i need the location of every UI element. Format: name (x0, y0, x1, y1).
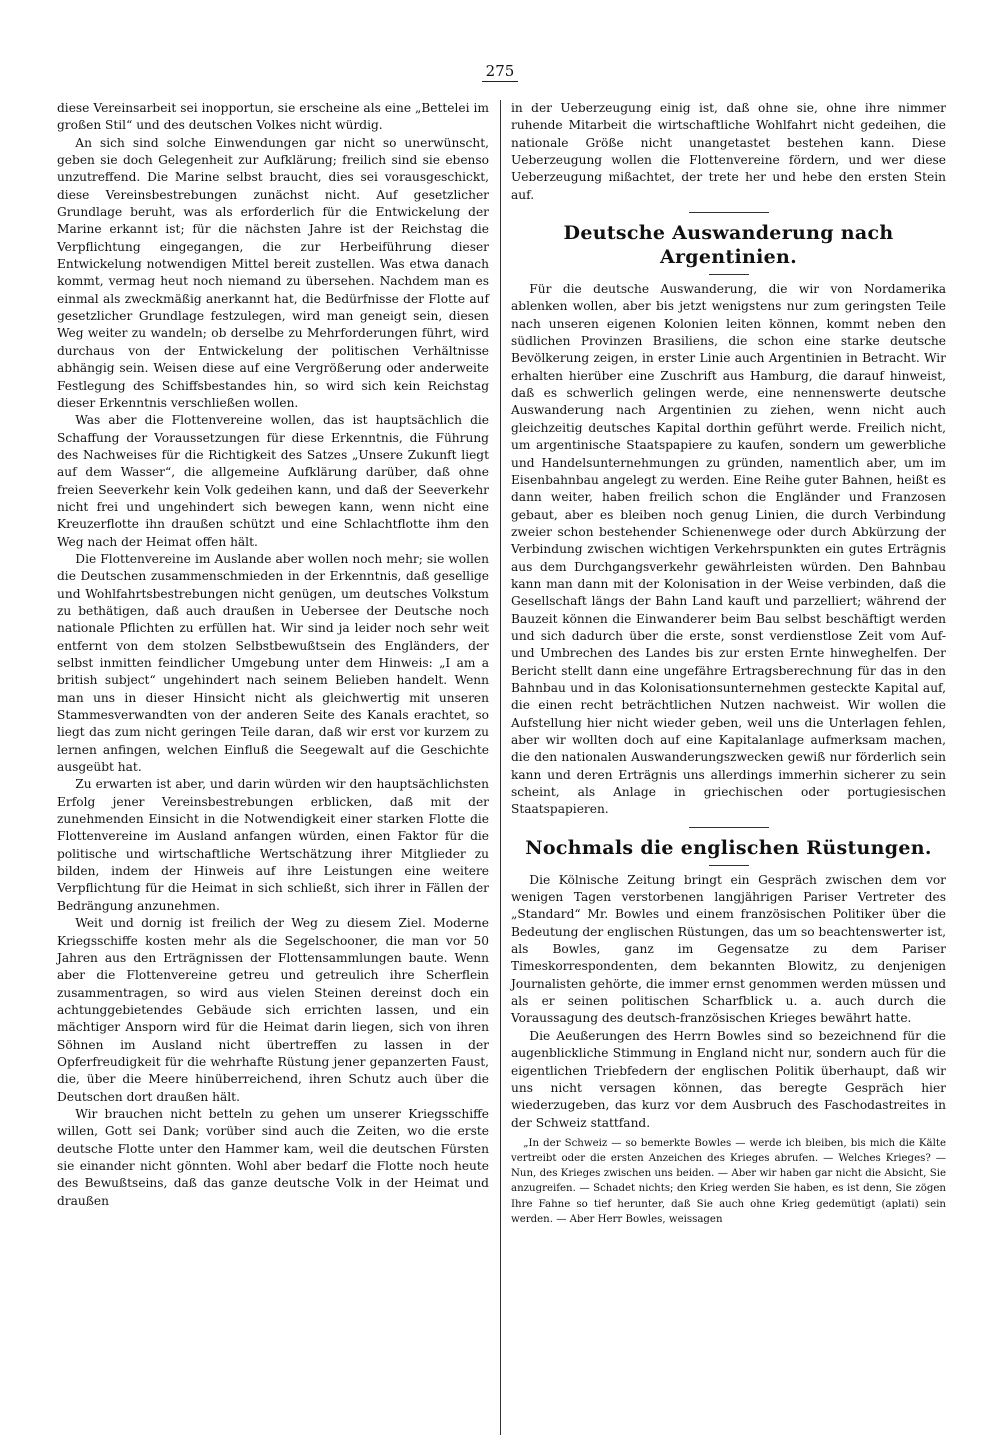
article-title-ruestungen: Nochmals die englischen Rüstungen. (525, 836, 932, 859)
left-column (57, 100, 489, 1210)
right-intro-paragraph: in der Ueberzeugung einig ist, daß ohne sie, ohne ihre nimmer ruhende Mitarbeit die wirtschaftliche Wohlfahrt nicht gedeihen, die nationale Größe nicht unangetastet bestehen kann. Diese Ueberzeugung wollen die Flottenvereine fördern, und wer diese Ueberzeugung mißachtet, der trete her und hebe den ersten Stein auf. (511, 101, 946, 202)
left-paragraph-4: Die Flottenvereine im Auslande aber wollen noch mehr; sie wollen die Deutschen zusammenschmieden in der Erkenntnis, daß gesellige und Wohlfahrtsbestrebungen nicht genügen, um deutsches Volkstum zu bethätigen, daß auch draußen in Uebersee der Deutsche noch nationale Pflichten zu erfüllen hat. Wir sind ja leider noch sehr weit entfernt von dem stolzen Selbstbewußtsein des Engländers, der selbst inmitten feindlicher Umgebung unter dem Hinweis: „I am a british subject“ ungehindert nach seinem Belieben handelt. Wenn man uns in dieser Hinsicht nicht als gleichwertig mit unseren Stammesverwandten von der anderen Seite des Kanals erachtet, so liegt das zum nicht geringen Teile daran, daß wir erst vor kurzem zu lernen anfingen, welchen Einfluß die Seegewalt auf die Geschichte ausgeübt hat. (57, 551, 489, 775)
right-column (511, 100, 946, 1227)
left-paragraph-1: diese Vereinsarbeit sei inopportun, sie erscheine als eine „Bettelei im großen Stil“ und des deutschen Volkes nicht würdig. (57, 101, 489, 133)
page-number (0, 62, 1000, 80)
left-paragraph-5: Zu erwarten ist aber, und darin würden wir den hauptsächlichsten Erfolg jener Vereinsbestrebungen erblicken, daß mit der zunehmenden Einsicht in die Notwendigkeit einer starken Flotte die Flottenvereine im Ausland anfangen würden, einen Faktor für die politische und wirtschaftliche Wertschätzung ihrer Mitglieder zu bilden, indem der Hinweis auf ihre Leistungen eine weitere Verpflichtung für die Heimat in sich schließt, sich ihrer in Fällen der Bedrängung anzunehmen. (57, 777, 489, 913)
ruestungen-paragraph-1: Die Kölnische Zeitung bringt ein Gespräch zwischen dem vor wenigen Tagen verstorbenen langjährigen Pariser Vertreter des „Standard“ Mr. Bowles und einem französischen Politiker über die Bedeutung der englischen Rüstungen, das um so beachtenswerter ist, als Bowles, ganz im Gegensatze zu dem Pariser Timeskorrespondenten, dem bekannten Blowitz, zu denjenigen Journalisten gehörte, die immer ernst genommen werden müssen und als er seinen politischen Scharfblick u. a. auch durch die Voraussagung des deutsch-französischen Krieges bewährt hatte. (511, 872, 946, 1026)
argentinien-paragraph-1: Für die deutsche Auswanderung, die wir von Nordamerika ablenken wollen, aber bis jetzt wenigstens nur zum geringsten Teile nach unseren eigenen Kolonien leiten können, kommt neben den südlichen Provinzen Brasiliens, die schon eine starke deutsche Bevölkerung zeigen, in erster Linie auch Argentinien in Betracht. Wir erhalten hierüber eine Zuschrift aus Hamburg, die darauf hinweist, daß es schwerlich gelingen werde, eine nennenswerte deutsche Auswanderung nach Argentinien zu ziehen, wenn nicht auch gleichzeitig deutsches Kapital dorthin geführt werde. Freilich nicht, um argentinische Staatspapiere zu kaufen, sondern um gewerbliche und Handelsunternehmungen zu gründen, namentlich aber, um im Eisenbahnbau angelegt zu werden. Eine Reihe guter Bahnen, heißt es dann weiter, haben freilich schon die Engländer und Franzosen gebaut, aber es bleiben noch genug Linien, die durch Verbindung zweier schon bestehender Schienenwege oder durch Abkürzung der Verbindung zwischen wichtigen Verkehrspunkten ein gutes Erträgnis aus dem Durchgangsverkehr gewährleisten würden. Den Bahnbau kann man dann mit der Kolonisation in der Weise verbinden, daß die Gesellschaft längs der Bahn Land kauft und parzelliert; während der Bauzeit können die Einwanderer beim Bau selbst beschäftigt werden und sich dadurch über die erste, sonst verdienstlose Zeit vom Auf- und Umbrechen des Landes bis zur ersten Ernte hinweghelfen. Der Bericht stellt dann eine ungefähre Ertragsberechnung für das in den Bahnbau und in das Kolonisationsunternehmen gesteckte Kapital auf, die einen recht beträchtlichen Nutzen nachweist. Wir wollen die Aufstellung hier nicht wieder geben, weil uns die Unterlagen fehlen, aber wir wollten doch auf eine Kapitalanlage aufmerksam machen, die den nationalen Auswanderungszwecken gewiß nur förderlich sein kann und deren Erträgnis uns allerdings immerhin sicherer zu sein scheint, als Anlage in griechischen oder portugiesischen Staatspapieren. (511, 282, 946, 817)
left-paragraph-7: Wir brauchen nicht betteln zu gehen um unserer Kriegsschiffe willen, Gott sei Dank; vorüber sind auch die Zeiten, wo die erste deutsche Flotte unter den Hammer kam, weil die deutschen Fürsten sie einander nicht gönnten. Wohl aber bedarf die Flotte noch heute des Bewußtseins, daß das ganze deutsche Volk in der Heimat und draußen (57, 1106, 489, 1208)
bowles-quote (511, 1136, 946, 1227)
section-divider (689, 212, 769, 213)
section-divider (689, 827, 769, 828)
title-underline (709, 865, 749, 866)
ruestungen-paragraph-2: Die Aeußerungen des Herrn Bowles sind so bezeichnend für die augenblickliche Stimmung in England nicht nur, sondern auch für die eigentlichen Triebfedern der englischen Politik überhaupt, daß wir uns nicht versagen können, das beregte Gespräch hier wiederzugeben, das kurz vor dem Ausbruch des Faschodastreites in der Schweiz stattfand. (511, 1028, 946, 1130)
quote-text: „In der Schweiz — so bemerkte Bowles — werde ich bleiben, bis mich die Kälte vertreibt oder die ersten Anzeichen des Krieges abrufen. — Welches Krieges? — Nun, des Krieges zwischen uns beiden. — Aber wir haben gar nicht die Absicht, Sie anzugreifen. — Schadet nichts; den Krieg werden Sie haben, es ist denn, Sie zögen Ihre Fahne so tief herunter, daß Sie auch ohne Krieg gedemütigt (aplati) sein werden. — Aber Herr Bowles, weissagen (511, 1137, 946, 1225)
article-title-argentinien: Deutsche Auswanderung nach Argentinien. (563, 222, 894, 269)
left-paragraph-2: An sich sind solche Einwendungen gar nicht so unerwünscht, geben sie doch Gelegenheit zur Aufklärung; freilich sind sie ebenso unzutreffend. Die Marine selbst braucht, dies sei vorausgeschickt, diese Vereinsbestrebungen zunächst nicht. Auf gesetzlicher Grundlage beruht, was als erforderlich für die Entwickelung der Marine erkannt ist; für die nächsten Jahre ist der Reichstag die Verpflichtung eingegangen, die zur Herbeiführung dieser Entwickelung notwendigen Mittel bereit zustellen. Was etwa danach kommt, vermag heut noch niemand zu übersehen. Nachdem man es einmal als zweckmäßig anerkannt hat, die Bedürfnisse der Flotte auf gesetzlicher Grundlage festzulegen, wird man geneigt sein, diesen Weg weiter zu wandeln; ob derselbe zu Mehrforderungen führt, wird durchaus von der Entwickelung der politischen Verhältnisse abhängig sein. Weisen diese auf eine Vergrößerung oder anderweite Festlegung des Schiffsbestandes hin, so wird sich kein Reichstag dieser Erkenntnis verschließen wollen. (57, 135, 489, 410)
left-paragraph-3: Was aber die Flottenvereine wollen, das ist hauptsächlich die Schaffung der Voraussetzungen für diese Erkenntnis, die Führung des Nachweises für die Richtigkeit des Satzes „Unsere Zukunft liegt auf dem Wasser“, die allgemeine Aufklärung darüber, daß ohne freien Seeverkehr kein Volk gedeihen kann, und daß der Seeverkehr nicht frei und ungehindert sich bewegen kann, wenn nicht eine Kreuzerflotte ihn draußen schützt und eine Schlachtflotte ihm den Weg nach der Heimat offen hält. (57, 413, 489, 549)
page-number-text: 275 (482, 62, 519, 82)
column-divider (500, 100, 501, 1435)
left-paragraph-6: Weit und dornig ist freilich der Weg zu diesem Ziel. Moderne Kriegsschiffe kosten mehr als die Segelschooner, die man vor 50 Jahren aus den Erträgnissen der Flottensammlungen baute. Wenn aber die Flottenvereine getreu und getreulich ihre Scherflein zusammentragen, so wird aus vielen Steinen dereinst doch ein achtunggebietendes Gebäude sich errichten lassen, und ein mächtiger Ansporn wird für die Heimat darin liegen, sich von ihren Söhnen im Ausland nicht übertreffen zu lassen in der Opferfreudigkeit für die wehrhafte Rüstung jener gepanzerten Faust, die, über die Meere hinüberreichend, ihren Schutz auch über die Deutschen dort draußen hält. (57, 916, 489, 1104)
title-underline (709, 274, 749, 275)
